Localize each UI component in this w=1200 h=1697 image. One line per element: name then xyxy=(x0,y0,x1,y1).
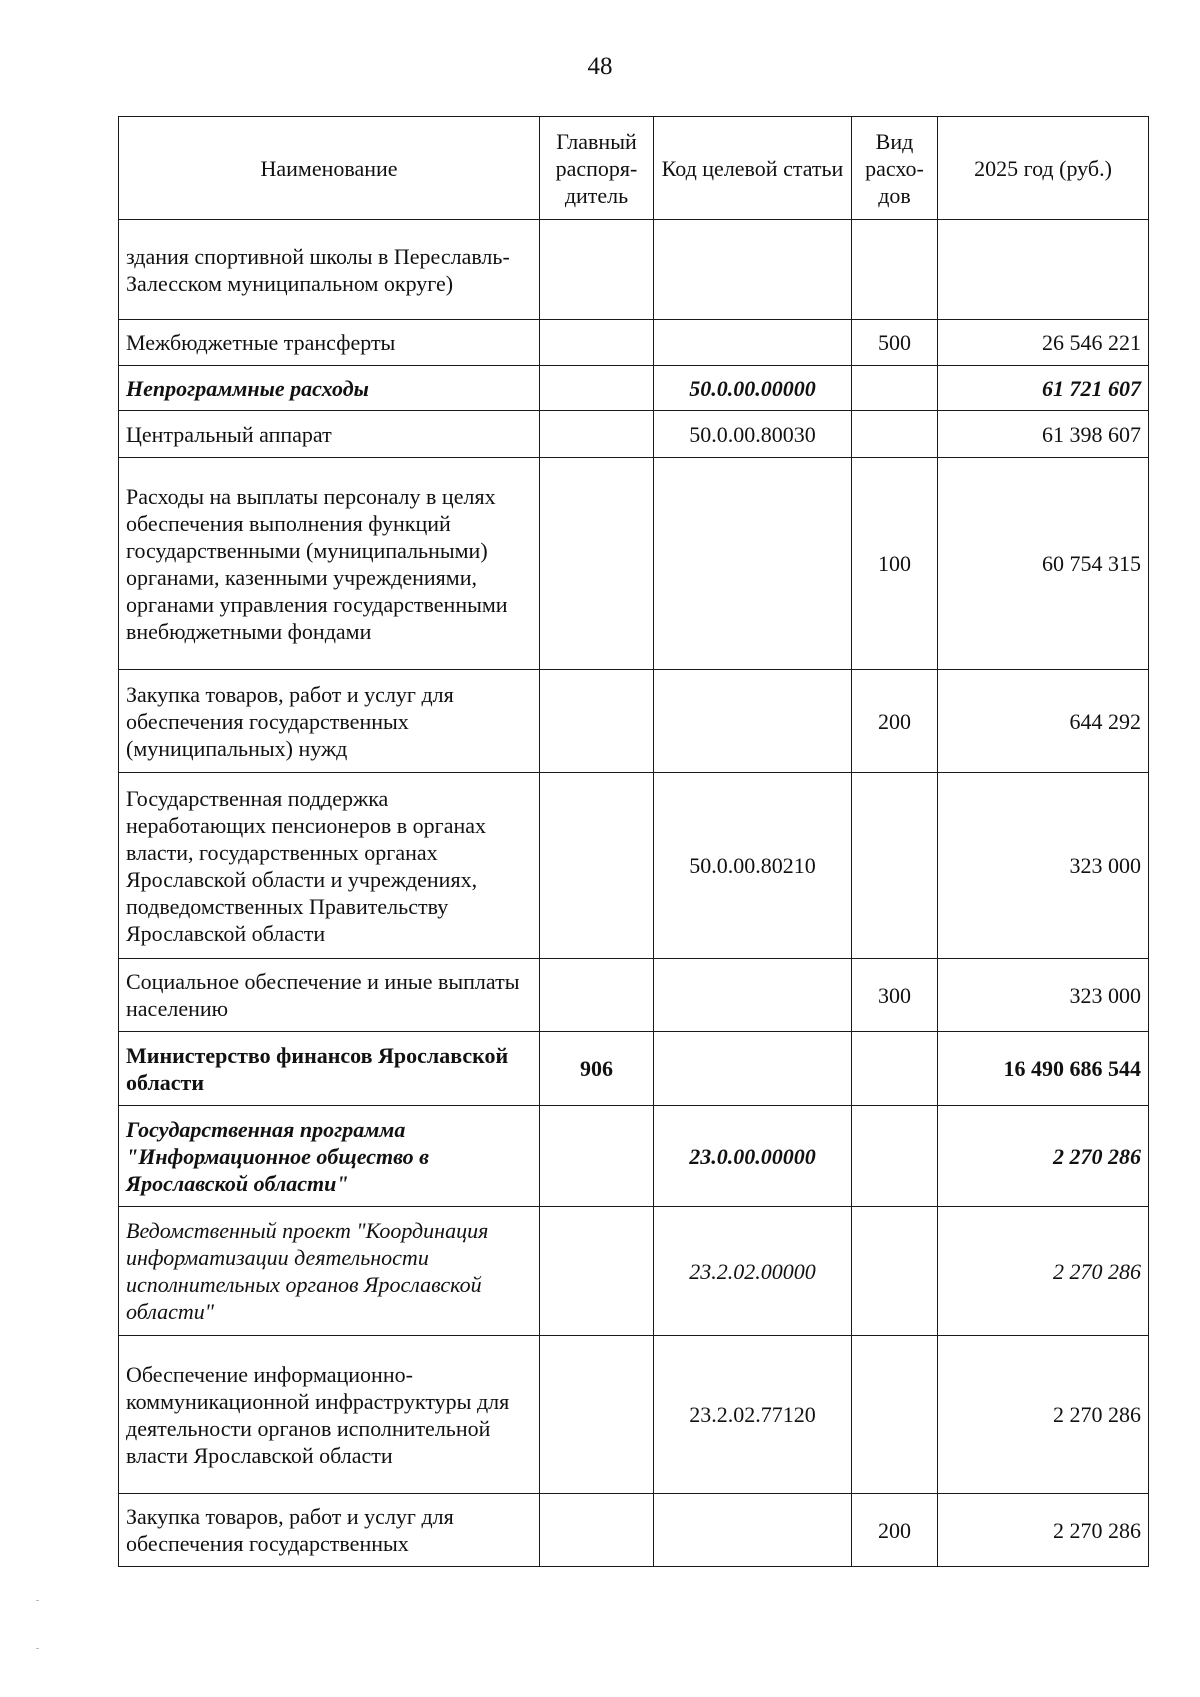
cell-code: 50.0.00.80210 xyxy=(654,773,852,959)
header-glav: Главный распоря-дитель xyxy=(540,117,654,220)
table-row xyxy=(119,670,1149,773)
cell-code: 50.0.00.80030 xyxy=(654,411,852,458)
cell-name: Межбюджетные трансферты xyxy=(119,320,540,366)
table-row xyxy=(119,320,1149,366)
cell-vid xyxy=(852,411,938,458)
cell-name: здания спортивной школы в Переславль-Залесском муниципальном округе) xyxy=(119,220,540,320)
cell-glav xyxy=(540,366,654,411)
cell-vid xyxy=(852,1336,938,1494)
cell-vid: 200 xyxy=(852,1494,938,1567)
cell-name: Закупка товаров, работ и услуг для обеспечения государственных (муниципальных) нужд xyxy=(119,670,540,773)
cell-amount: 2 270 286 xyxy=(938,1207,1149,1336)
cell-code xyxy=(654,458,852,670)
table-row xyxy=(119,1032,1149,1106)
cell-glav xyxy=(540,1336,654,1494)
cell-amount: 644 292 xyxy=(938,670,1149,773)
table-row xyxy=(119,1494,1149,1567)
cell-vid xyxy=(852,773,938,959)
cell-glav xyxy=(540,220,654,320)
cell-code xyxy=(654,220,852,320)
header-vid: Вид расхо-дов xyxy=(852,117,938,220)
cell-vid xyxy=(852,220,938,320)
table-body xyxy=(119,220,1149,1567)
cell-code xyxy=(654,959,852,1032)
scan-artifact xyxy=(36,1648,39,1649)
cell-name: Государственная программа "Информационное общество в Ярославской области" xyxy=(119,1106,540,1207)
cell-code: 23.0.00.00000 xyxy=(654,1106,852,1207)
cell-glav xyxy=(540,320,654,366)
cell-amount: 323 000 xyxy=(938,773,1149,959)
cell-code xyxy=(654,670,852,773)
page-number: 48 xyxy=(587,53,613,80)
cell-vid: 300 xyxy=(852,959,938,1032)
cell-vid xyxy=(852,366,938,411)
cell-glav xyxy=(540,670,654,773)
cell-glav xyxy=(540,1494,654,1567)
cell-amount: 2 270 286 xyxy=(938,1494,1149,1567)
cell-name: Государственная поддержка неработающих пенсионеров в органах власти, государственных органах Ярославской области и учреждениях, подведомственных Правительству Ярославской области xyxy=(119,773,540,959)
cell-glav xyxy=(540,1207,654,1336)
table-row xyxy=(119,1336,1149,1494)
cell-glav: 906 xyxy=(540,1032,654,1106)
cell-name: Ведомственный проект "Координация информатизации деятельности исполнительных органов Ярославской области" xyxy=(119,1207,540,1336)
cell-name: Социальное обеспечение и иные выплаты населению xyxy=(119,959,540,1032)
header-code: Код целевой статьи xyxy=(654,117,852,220)
cell-name: Непрограммные расходы xyxy=(119,366,540,411)
table-row xyxy=(119,1106,1149,1207)
cell-code: 23.2.02.77120 xyxy=(654,1336,852,1494)
header-name: Наименование xyxy=(119,117,540,220)
table-row xyxy=(119,411,1149,458)
cell-vid: 500 xyxy=(852,320,938,366)
table-row xyxy=(119,773,1149,959)
cell-name: Обеспечение информационно-коммуникационной инфраструктуры для деятельности органов исполнительной власти Ярославской области xyxy=(119,1336,540,1494)
cell-code: 23.2.02.00000 xyxy=(654,1207,852,1336)
cell-amount: 60 754 315 xyxy=(938,458,1149,670)
cell-name: Расходы на выплаты персоналу в целях обеспечения выполнения функций государственными (муниципальными) органами, казенными учреждениями, органами управления государственными внебюджетными фондами xyxy=(119,458,540,670)
table-row xyxy=(119,1207,1149,1336)
cell-vid: 200 xyxy=(852,670,938,773)
cell-amount: 61 398 607 xyxy=(938,411,1149,458)
cell-amount: 2 270 286 xyxy=(938,1106,1149,1207)
cell-amount: 16 490 686 544 xyxy=(938,1032,1149,1106)
cell-code xyxy=(654,1032,852,1106)
scan-artifact xyxy=(36,1600,39,1601)
cell-amount xyxy=(938,220,1149,320)
cell-glav xyxy=(540,411,654,458)
cell-amount: 323 000 xyxy=(938,959,1149,1032)
table-header-row xyxy=(119,117,1149,220)
cell-name: Закупка товаров, работ и услуг для обеспечения государственных xyxy=(119,1494,540,1567)
cell-glav xyxy=(540,959,654,1032)
cell-name: Министерство финансов Ярославской области xyxy=(119,1032,540,1106)
table-row xyxy=(119,366,1149,411)
cell-name: Центральный аппарат xyxy=(119,411,540,458)
cell-vid xyxy=(852,1106,938,1207)
table-row xyxy=(119,959,1149,1032)
cell-amount: 61 721 607 xyxy=(938,366,1149,411)
cell-vid: 100 xyxy=(852,458,938,670)
cell-code xyxy=(654,1494,852,1567)
cell-amount: 2 270 286 xyxy=(938,1336,1149,1494)
cell-glav xyxy=(540,458,654,670)
cell-glav xyxy=(540,1106,654,1207)
budget-table xyxy=(118,116,1149,1567)
table-row xyxy=(119,220,1149,320)
cell-glav xyxy=(540,773,654,959)
table-row xyxy=(119,458,1149,670)
cell-code: 50.0.00.00000 xyxy=(654,366,852,411)
cell-vid xyxy=(852,1032,938,1106)
header-amount: 2025 год (руб.) xyxy=(938,117,1149,220)
cell-amount: 26 546 221 xyxy=(938,320,1149,366)
cell-code xyxy=(654,320,852,366)
cell-vid xyxy=(852,1207,938,1336)
